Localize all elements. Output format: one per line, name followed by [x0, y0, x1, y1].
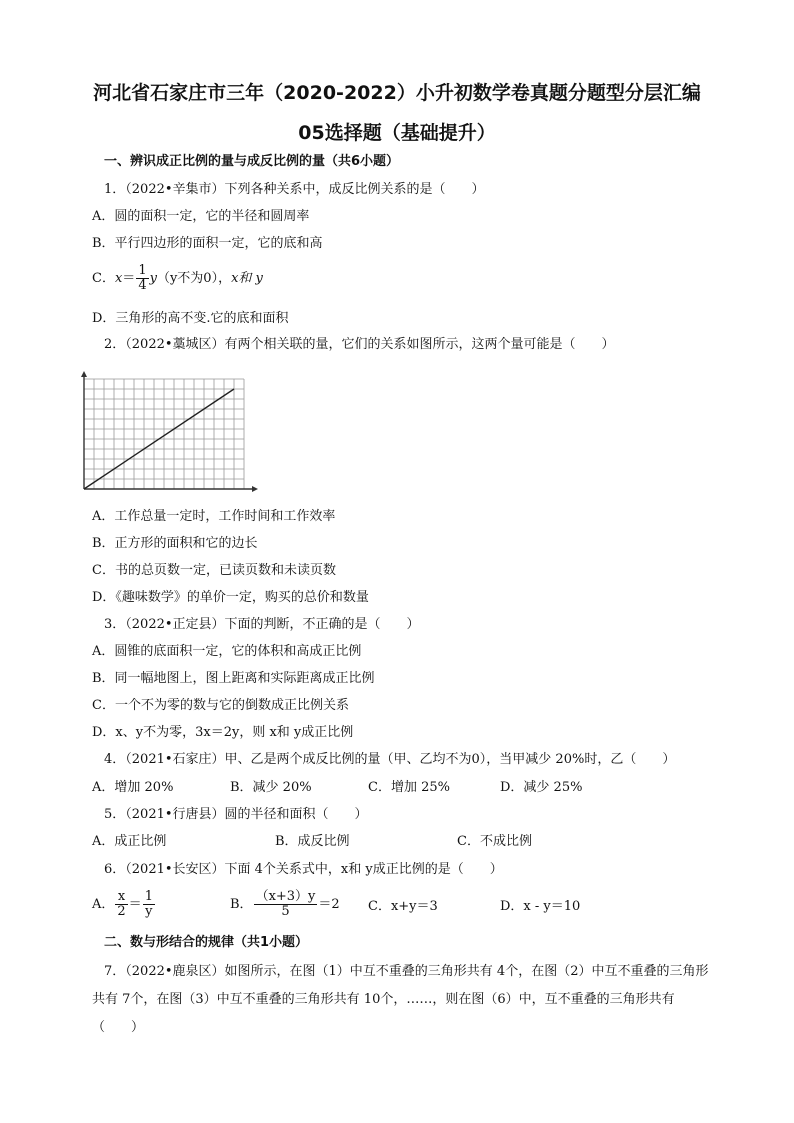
math-var: x	[114, 271, 123, 286]
x-axis-arrow-icon	[252, 486, 258, 492]
fraction	[136, 264, 148, 293]
question-2-option-b: B．正方形的面积和它的边长	[92, 536, 258, 551]
y-axis-arrow-icon	[81, 371, 87, 377]
question-3-option-b: B．同一幅地图上，图上距离和实际距离成正比例	[92, 671, 375, 686]
math-vars: x和 y	[231, 271, 263, 286]
fraction	[254, 890, 318, 919]
question-6-option-d: D．x - y＝10	[500, 899, 581, 914]
numerator: （x+3）y	[255, 889, 316, 904]
question-6-option-a	[92, 890, 156, 919]
question-3-option-d: D．x、y不为零，3x＝2y，则 x和 y成正比例	[92, 725, 354, 740]
option-letter: A．	[92, 897, 115, 912]
question-1-option-d: D．三角形的高不变.它的底和面积	[92, 311, 289, 326]
question-2-option-a: A．工作总量一定时，工作时间和工作效率	[92, 509, 336, 524]
math-eq: ＝	[122, 271, 136, 286]
denominator: y	[145, 904, 153, 919]
question-1-stem: 1．（2022•辛集市）下列各种关系中，成反比例关系的是（ ）	[104, 182, 485, 197]
denominator: 4	[138, 278, 147, 293]
question-6-option-c: C．x+y＝3	[368, 899, 438, 914]
option-letter: B．	[230, 897, 253, 912]
question-3-option-a: A．圆锥的底面积一定，它的体积和高成正比例	[92, 644, 362, 659]
numerator: x	[115, 890, 127, 905]
section-heading-1: 一、辨识成正比例的量与成反比例的量（共6小题）	[104, 154, 400, 169]
numerator: 1	[138, 263, 147, 278]
denominator: 2	[117, 904, 126, 919]
question-5-option-a: A．成正比例	[92, 834, 167, 849]
question-6-stem: 6．（2021•长安区）下面 4个关系式中，x和 y成正比例的是（ ）	[104, 862, 503, 877]
numerator: 1	[144, 889, 153, 904]
question-4-stem: 4．（2021•石家庄）甲、乙是两个成反比例的量（甲、乙均不为0），当甲减少 20%时，乙（ ）	[104, 752, 676, 767]
fraction	[143, 890, 155, 919]
fraction	[115, 890, 127, 919]
question-3-option-c: C．一个不为零的数与它的倒数成正比例关系	[92, 698, 349, 713]
question-7-text	[92, 958, 712, 1042]
document-title: 河北省石家庄市三年（2020-2022）小升初数学卷真题分题型分层汇编	[93, 82, 701, 104]
question-4-option-b: B．减少 20%	[230, 780, 312, 795]
question-7-body: 7．（2022•鹿泉区）如图所示，在图（1）中互不重叠的三角形共有 4个，在图（2）中互不重叠的三角形共有 7个，在图（3）中互不重叠的三角形共有 10个，……，则在图（6）中，互不重叠的三角形共有（ ）	[92, 964, 709, 1035]
document-subtitle: 05选择题（基础提升）	[298, 122, 496, 144]
question-2-stem: 2．（2022•藁城区）有两个相关联的量，它们的关系如图所示，这两个量可能是（ ）	[104, 337, 615, 352]
denominator: 5	[281, 904, 290, 919]
section-heading-2: 二、数与形结合的规律（共1小题）	[104, 935, 309, 950]
math-cond: （y不为0），	[156, 271, 232, 286]
math-eq: ＝	[128, 897, 142, 912]
proportion-graph	[76, 365, 258, 497]
question-1-option-b: B．平行四边形的面积一定，它的底和高	[92, 236, 323, 251]
question-5-option-c: C．不成比例	[457, 834, 532, 849]
math-eq: ＝2	[318, 897, 340, 912]
question-2-option-d: D．《趣味数学》的单价一定，购买的总价和数量	[92, 590, 369, 605]
question-4-option-c: C．增加 25%	[368, 780, 450, 795]
question-4-option-a: A．增加 20%	[92, 780, 174, 795]
question-1-option-a: A．圆的面积一定，它的半径和圆周率	[92, 209, 310, 224]
question-5-option-b: B．成反比例	[275, 834, 350, 849]
question-1-option-c	[92, 264, 263, 293]
question-4-option-d: D．减少 25%	[500, 780, 583, 795]
option-letter: C．	[92, 271, 115, 286]
question-2-option-c: C．书的总页数一定，已读页数和未读页数	[92, 563, 336, 578]
math-var: y	[149, 271, 157, 286]
question-6-option-b	[230, 890, 340, 919]
question-5-stem: 5．（2021•行唐县）圆的半径和面积（ ）	[104, 807, 368, 822]
question-3-stem: 3．（2022•正定县）下面的判断，不正确的是（ ）	[104, 617, 420, 632]
